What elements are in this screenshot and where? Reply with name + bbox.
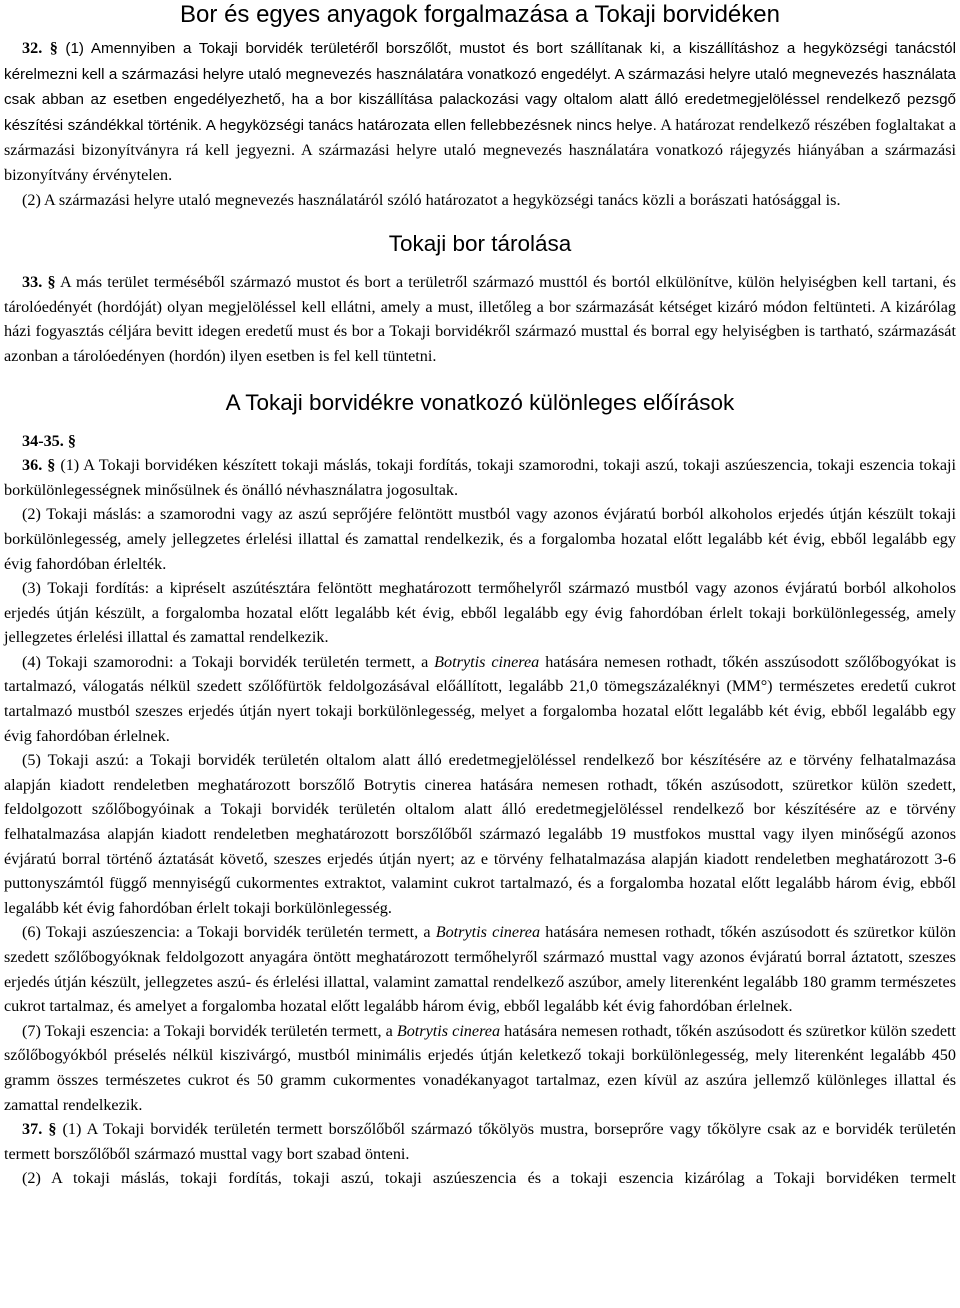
section-text: (1) Amennyiben a Tokaji borvidék területéről borszőlőt, mustot és bort szállítanak ki, a kiszállításhoz a hegyközségi tanácstól kérelmezni kell a származási helyre utaló megnevezés használatára vonatkozó engedélyt. A származási helyre utaló megnevezés használata csak abban az esetben engedélyezhető, ha a bor kiszállítása palackozási vagy oltalom alatt álló eredetmegjelöléssel rendelkező pezsgő készítési szándékkal történik. A hegyközségi tanács határozata ellen fellebbezésnek nincs helye. xyxy=(4,40,956,134)
section-symbol: § xyxy=(47,456,56,475)
section-36-paragraph-2: (2) Tokaji máslás: a szamorodni vagy az aszú seprőjére felöntött mustból vagy azonos évjáratú borból alkoholos erjedés útján készült tokaji borkülönlegesség, amely jellegzetes érlelési illattal és zamattal rendelkezik, és a forgalomba hozatal előtt legalább két évig, ebből legalább egy évig fahordóban érlelték. xyxy=(4,505,956,573)
section-symbol: § xyxy=(67,431,76,450)
section-text: (1) A Tokaji borvidék területén termett borszőlőből származó tőkölyös mustra, borseprőre vagy tőkölyre csak az e borvidék területén termett borszőlőből származó musttal vagy bort szabad önteni. xyxy=(4,1120,957,1163)
document-page xyxy=(4,0,956,1191)
document-title: Bor és egyes anyagok forgalmazása a Tokaji borvidéken xyxy=(180,1,780,28)
section-36-paragraph-1 xyxy=(4,453,956,502)
section-36-paragraph-6 xyxy=(4,920,956,1018)
latin-term: Botrytis cinerea xyxy=(396,1021,501,1040)
section-36-paragraph-7 xyxy=(4,1019,956,1117)
section-number: 37. xyxy=(22,1120,43,1139)
section-symbol: § xyxy=(48,1120,57,1139)
section-number: 34-35. xyxy=(22,431,64,450)
latin-term: Botrytis cinerea xyxy=(435,923,541,942)
section-text: hatására nemesen rothadt, tőkén asszúsodott szőlőbogyókat is tartalmazó, válogatás nélkül szedett szőlőfürtök feldolgozásával előállított, legalább 21,0 tömegszázaléknyi (MM°) természetes eredetű cukrot tartalmazó mustból szeszes erjedés útján nyert tokaji borkülönlegesség, melyet a forgalomba hozatal előtt legalább két évig, ebből legalább egy évig fahordóban érlelnek. xyxy=(4,652,957,745)
section-number: 36. xyxy=(22,456,43,475)
section-32-paragraph-1 xyxy=(4,36,956,188)
section-text: (7) Tokaji eszencia: a Tokaji borvidék területén termett, a xyxy=(22,1021,397,1040)
section-36-paragraph-3: (3) Tokaji fordítás: a kipréselt aszútésztára felöntött meghatározott termőhelyről származó mustból vagy azonos évjáratú borból alkoholos erjedés útján készült, a forgalomba hozatal előtt legalább két évig, ebből legalább egy évig fahordóban érlelt tokaji borkülönlegesség, amely jellegzetes érlelési illattal és zamattal rendelkezik. xyxy=(4,579,956,647)
section-37-paragraph-2: (2) A tokaji máslás, tokaji fordítás, tokaji aszú, tokaji aszúeszencia és a tokaji eszencia kizárólag a Tokaji borvidéken termelt xyxy=(22,1169,956,1188)
section-text: A más terület terméséből származó mustot és bort a területről származó musttól és bortól elkülönítve, külön helyiségben kell tartani, és tárolóedényét (hordóját) olyan megjelöléssel kell ellátni, amely a must, illetőleg a bor származását kétséget kizáró módon feltünteti. A kizárólag házi fogyasztás céljára bevitt idegen eredetű must és bor a Tokaji borvidékről származó musttal és borral egy helyiségben is tartható, származását azonban a tárolóedényen (hordón) ilyen esetben is fel kell tüntetni. xyxy=(4,273,957,365)
section-number: 32. xyxy=(22,39,43,57)
section-34-35-line xyxy=(4,429,956,454)
section-symbol: § xyxy=(47,273,56,292)
section-37-paragraph-1 xyxy=(4,1117,956,1166)
section-32-paragraph-2: (2) A származási helyre utaló megnevezés használatáról szóló határozatot a hegyközségi tanács közli a borászati hatósággal is. xyxy=(22,190,841,209)
section-text: (6) Tokaji aszúeszencia: a Tokaji borvidék területén termett, a xyxy=(22,923,436,942)
section-36-paragraph-4 xyxy=(4,650,956,748)
section-text: A határozat rendelkező részében foglaltakat a származási bizonyítványra rá kell jegyezni. A származási helyre utaló megnevezés használatára vonatkozó rájegyzés hiányában a származási bizonyítvány érvénytelen. xyxy=(4,115,956,184)
section-33-paragraph-1 xyxy=(4,270,956,368)
section-heading: A Tokaji borvidékre vonatkozó különleges előírások xyxy=(225,389,735,415)
latin-term: Botrytis cinerea xyxy=(434,652,540,671)
section-text: hatására nemesen rothadt, tőkén aszúsodott és szüretkor külön szedett szőlőbogyókból préselés nélkül kiszivárgó, mustból minimális erjedés útján keletkező tokaji borkülönlegesség, mely literenként legalább 450 gramm összes természetes cukrot és 50 gramm cukormentes vonadékanyagot tartalmaz, ezen kívül az aszúra jellemző különleges illattal és zamattal rendelkezik. xyxy=(4,1021,956,1114)
section-text: (1) A Tokaji borvidéken készített tokaji máslás, tokaji fordítás, tokaji szamorodni, tokaji aszú, tokaji aszúeszencia, tokaji eszencia tokaji borkülönlegességnek minősülnek és önálló névhasználatra jogosultak. xyxy=(4,456,957,499)
section-text: (4) Tokaji szamorodni: a Tokaji borvidék területén termett, a xyxy=(22,652,435,671)
section-symbol: § xyxy=(49,39,58,57)
section-number: 33. xyxy=(22,273,43,292)
section-text: hatására nemesen rothadt, tőkén aszúsodott és szüretkor külön szedett szőlőbogyóknak feldolgozott anyagára öntött meghatározott termőhelyről származó musttal vagy azonos évjáratú borral áztatott, szeszes erjedés útján készült, jellegzetes aszú- és érlelési illattal, valamint zamattal rendelkező aszúbor, amely literenként legalább 180 gramm természetes cukrot tartalmaz, és amelyet a forgalomba hozatal előtt legalább három évig, ebből legalább két évig fahordóban érlelnek. xyxy=(4,923,956,1016)
section-heading: Tokaji bor tárolása xyxy=(388,231,572,257)
section-36-paragraph-5: (5) Tokaji aszú: a Tokaji borvidék területén oltalom alatt álló eredetmegjelöléssel rendelkező bor készítésére az e törvény felhatalmazása alapján kiadott rendeletben meghatározott borszőlő Botrytis cinerea hatására nemesen rothadt, tőkén aszúsodott, szüretkor külön szedett, feldolgozott szőlőbogyóinak a Tokaji borvidék területén oltalom alatt álló eredetmegjelöléssel rendelkező bor készítésére az e törvény felhatalmazása alapján kiadott rendeletben meghatározott borszőlőből származó legalább 19 mustfokos musttal vagy ilyen minőségű azonos évjáratú borral történő áztatását követő, szeszes erjedés útján nyert; az e törvény felhatalmazása alapján kiadott rendeletben meghatározott 3-6 puttonyszámtól függő mennyiségű cukormentes extraktot, valamint cukrot tartalmazó, és a forgalomba hozatal előtt legalább három évig, ebből legalább két évig fahordóban érlelt tokaji borkülönlegesség. xyxy=(4,751,956,917)
